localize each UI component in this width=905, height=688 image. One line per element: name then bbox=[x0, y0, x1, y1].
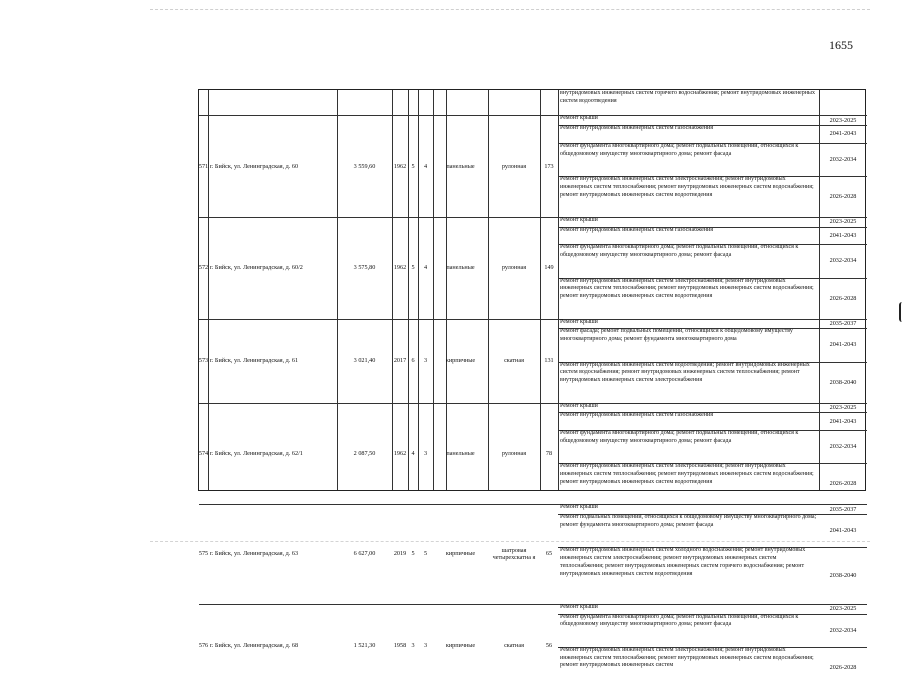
work-description: Ремонт подвальных помещений, относящихся к общедомовому имуществу многоквартирного дома; ремонт фундамента многоквартирного дома; ремонт фасада bbox=[560, 514, 817, 528]
roof-type: скатная bbox=[504, 642, 524, 650]
work-description: Ремонт крыши bbox=[560, 504, 598, 511]
roof-type: рулонная bbox=[501, 264, 527, 272]
page-number: 1655 bbox=[829, 38, 853, 52]
work-description: Ремонт фундамента многоквартирного дома; ремонт подвальных помещений, относящихся к общедомовому имуществу многоквартирного дома; ремонт фасада bbox=[560, 430, 799, 444]
work-years: 2035-2037 bbox=[829, 505, 857, 513]
build-year: 1962 bbox=[393, 449, 407, 457]
apartment-count: 131 bbox=[544, 357, 554, 365]
work-description: Ремонт внутридомовых инженерных систем газоснабжения bbox=[560, 412, 713, 419]
work-description: Ремонт крыши bbox=[560, 603, 598, 610]
wall-material: панельные bbox=[446, 449, 475, 457]
apartment-count: 173 bbox=[544, 162, 554, 170]
house-address: г. Бийск, ул. Ленинградская, д. 62/1 bbox=[210, 449, 303, 457]
record-number: 571 bbox=[198, 162, 209, 170]
work-years: 2032-2034 bbox=[829, 626, 857, 634]
house-area: 3 575,80 bbox=[353, 264, 376, 272]
build-year: 2017 bbox=[393, 357, 407, 365]
floor-count: 3 bbox=[411, 642, 415, 650]
work-years: 2038-2040 bbox=[829, 378, 857, 386]
work-years: 2026-2028 bbox=[829, 294, 857, 302]
work-description: Ремонт внутридомовых инженерных систем электроснабжения; ремонт внутридомовых инженерных систем теплоснабжения; ремонт внутридомовых инженерных систем водоснабжения; ремонт внутридомовых инженерных систем водоотведения bbox=[560, 176, 814, 198]
work-years: 2023-2025 bbox=[829, 116, 857, 124]
entrance-count: 3 bbox=[423, 449, 428, 457]
work-description: Ремонт внутридомовых инженерных систем газоснабжения bbox=[560, 226, 713, 233]
work-description: Ремонт внутридомовых инженерных систем электроснабжения; ремонт внутридомовых инженерных систем теплоснабжения; ремонт внутридомовых инженерных систем водоснабжения; ремонт внутридомовых инженерных систем водоотведения bbox=[560, 277, 814, 300]
work-description: Ремонт крыши bbox=[560, 217, 598, 223]
work-years: 2026-2028 bbox=[829, 663, 857, 671]
record-number: 575 bbox=[198, 550, 209, 558]
work-years: 2041-2043 bbox=[829, 341, 857, 349]
work-years: 2041-2043 bbox=[829, 130, 857, 138]
roof-type: рулонная bbox=[501, 449, 527, 457]
work-years: 2026-2028 bbox=[829, 193, 857, 200]
wall-material: панельные bbox=[446, 162, 475, 170]
floor-count: 6 bbox=[411, 357, 415, 365]
floor-count: 5 bbox=[411, 550, 415, 558]
house-address: г. Бийск, ул. Ленинградская, д. 61 bbox=[210, 357, 299, 365]
work-description: Ремонт крыши bbox=[560, 318, 598, 325]
work-description: Ремонт внутридомовых инженерных систем электроснабжения; ремонт внутридомовых инженерных систем теплоснабжения; ремонт внутридомовых инженерных систем водоснабжения; ремонт внутридомовых инженерных систем bbox=[560, 646, 814, 669]
work-years: 2032-2034 bbox=[829, 155, 857, 163]
roof-type: шатровая четырехскатна я bbox=[492, 546, 536, 561]
entrance-count: 4 bbox=[423, 264, 428, 272]
build-year: 1962 bbox=[393, 264, 407, 272]
roof-type: рулонная bbox=[501, 162, 527, 170]
build-year: 1958 bbox=[393, 642, 407, 650]
house-address: г. Бийск, ул. Ленинградская, д. 60 bbox=[210, 162, 299, 170]
work-years: 2041-2043 bbox=[829, 232, 857, 240]
work-years: 2023-2025 bbox=[829, 218, 857, 226]
roof-type: скатная bbox=[504, 357, 524, 365]
work-description: Ремонт фундамента многоквартирного дома; ремонт подвальных помещений, относящихся к общедомовому имуществу многоквартирного дома; ремонт фасада bbox=[560, 244, 799, 259]
work-description: внутридомовых инженерных систем горячего водоснабжения; ремонт внутридомовых инженерных систем водоотведения bbox=[560, 90, 815, 104]
repair-schedule-table bbox=[198, 89, 866, 671]
apartment-count: 78 bbox=[545, 449, 553, 457]
entrance-count: 5 bbox=[423, 550, 428, 558]
work-years: 2041-2043 bbox=[829, 417, 857, 425]
work-years: 2035-2037 bbox=[829, 319, 857, 327]
work-years: 2038-2040 bbox=[829, 571, 857, 579]
house-area: 2 087,50 bbox=[353, 449, 376, 457]
build-year: 2019 bbox=[393, 550, 407, 558]
house-address: г. Бийск, ул. Ленинградская, д. 60/2 bbox=[210, 264, 303, 272]
apartment-count: 149 bbox=[544, 264, 554, 272]
work-description: Ремонт крыши bbox=[560, 115, 598, 122]
house-address: г. Бийск, ул. Ленинградская, д. 63 bbox=[210, 550, 299, 558]
work-description: Ремонт фасада; ремонт подвальных помещений, относящихся к общедомовому имуществу многоквартирного дома; ремонт фундамента многоквартирного дома bbox=[560, 328, 793, 343]
house-area: 1 521,30 bbox=[353, 642, 376, 650]
entrance-count: 3 bbox=[423, 357, 428, 365]
apartment-count: 65 bbox=[545, 550, 553, 558]
apartment-count: 56 bbox=[545, 642, 553, 650]
work-description: Ремонт крыши bbox=[560, 402, 598, 409]
work-description: Ремонт внутридомовых инженерных систем холодного водоснабжения; ремонт внутридомовых инженерных систем электроснабжения; ремонт внутридомовых инженерных систем теплоснабжения; ремонт внутридомовых инженерных систем горячего водоснабжения; ремонт внутридомовых инженерных систем водоотведения bbox=[560, 547, 806, 577]
house-area: 3 021,40 bbox=[353, 357, 376, 365]
house-area: 6 627,00 bbox=[353, 550, 376, 558]
work-description: Ремонт внутридомовых инженерных систем электроснабжения; ремонт внутридомовых инженерных систем теплоснабжения; ремонт внутридомовых инженерных систем водоснабжения; ремонт внутридомовых инженерных систем водоотведения bbox=[560, 463, 814, 485]
floor-count: 5 bbox=[411, 162, 415, 170]
wall-material: панельные bbox=[446, 264, 475, 272]
record-number: 576 bbox=[198, 642, 209, 650]
work-years: 2032-2034 bbox=[829, 257, 857, 265]
wall-material: кирпичные bbox=[445, 357, 476, 365]
work-years: 2026-2028 bbox=[829, 480, 857, 488]
floor-count: 5 bbox=[411, 264, 415, 272]
work-years: 2032-2034 bbox=[829, 443, 857, 451]
work-years: 2041-2043 bbox=[829, 527, 857, 535]
work-description: Ремонт фундамента многоквартирного дома; ремонт подвальных помещений, относящихся к общедомовому имуществу многоквартирного дома; ремонт фасада bbox=[560, 613, 799, 628]
work-description: Ремонт внутридомовых инженерных систем водоотведения; ремонт внутридомовых инженерных систем водоснабжения; ремонт внутридомовых инженерных систем теплоснабжения; ремонт внутридомовых инженерных систем электроснабжения bbox=[560, 361, 810, 384]
entrance-count: 3 bbox=[423, 642, 428, 650]
wall-material: кирпичные bbox=[445, 550, 476, 558]
build-year: 1962 bbox=[393, 162, 407, 170]
work-years bbox=[819, 90, 867, 115]
house-area: 3 559,60 bbox=[353, 162, 376, 170]
wall-material: кирпичные bbox=[445, 642, 476, 650]
house-address: г. Бийск, ул. Ленинградская, д. 68 bbox=[210, 642, 299, 650]
floor-count: 4 bbox=[411, 449, 415, 457]
work-description: Ремонт фундамента многоквартирного дома; ремонт подвальных помещений, относящихся к общедомовому имуществу многоквартирного дома; ремонт фасада bbox=[560, 142, 799, 157]
work-years: 2023-2025 bbox=[829, 403, 857, 411]
entrance-count: 4 bbox=[423, 162, 428, 170]
work-description: Ремонт внутридомовых инженерных систем газоснабжения bbox=[560, 125, 713, 132]
scan-top-edge bbox=[150, 9, 870, 10]
record-number: 573 bbox=[198, 357, 209, 365]
record-number: 574 bbox=[198, 449, 209, 457]
scan-edge-mark bbox=[899, 302, 904, 322]
work-years: 2023-2025 bbox=[829, 605, 857, 613]
record-number: 572 bbox=[198, 264, 209, 272]
